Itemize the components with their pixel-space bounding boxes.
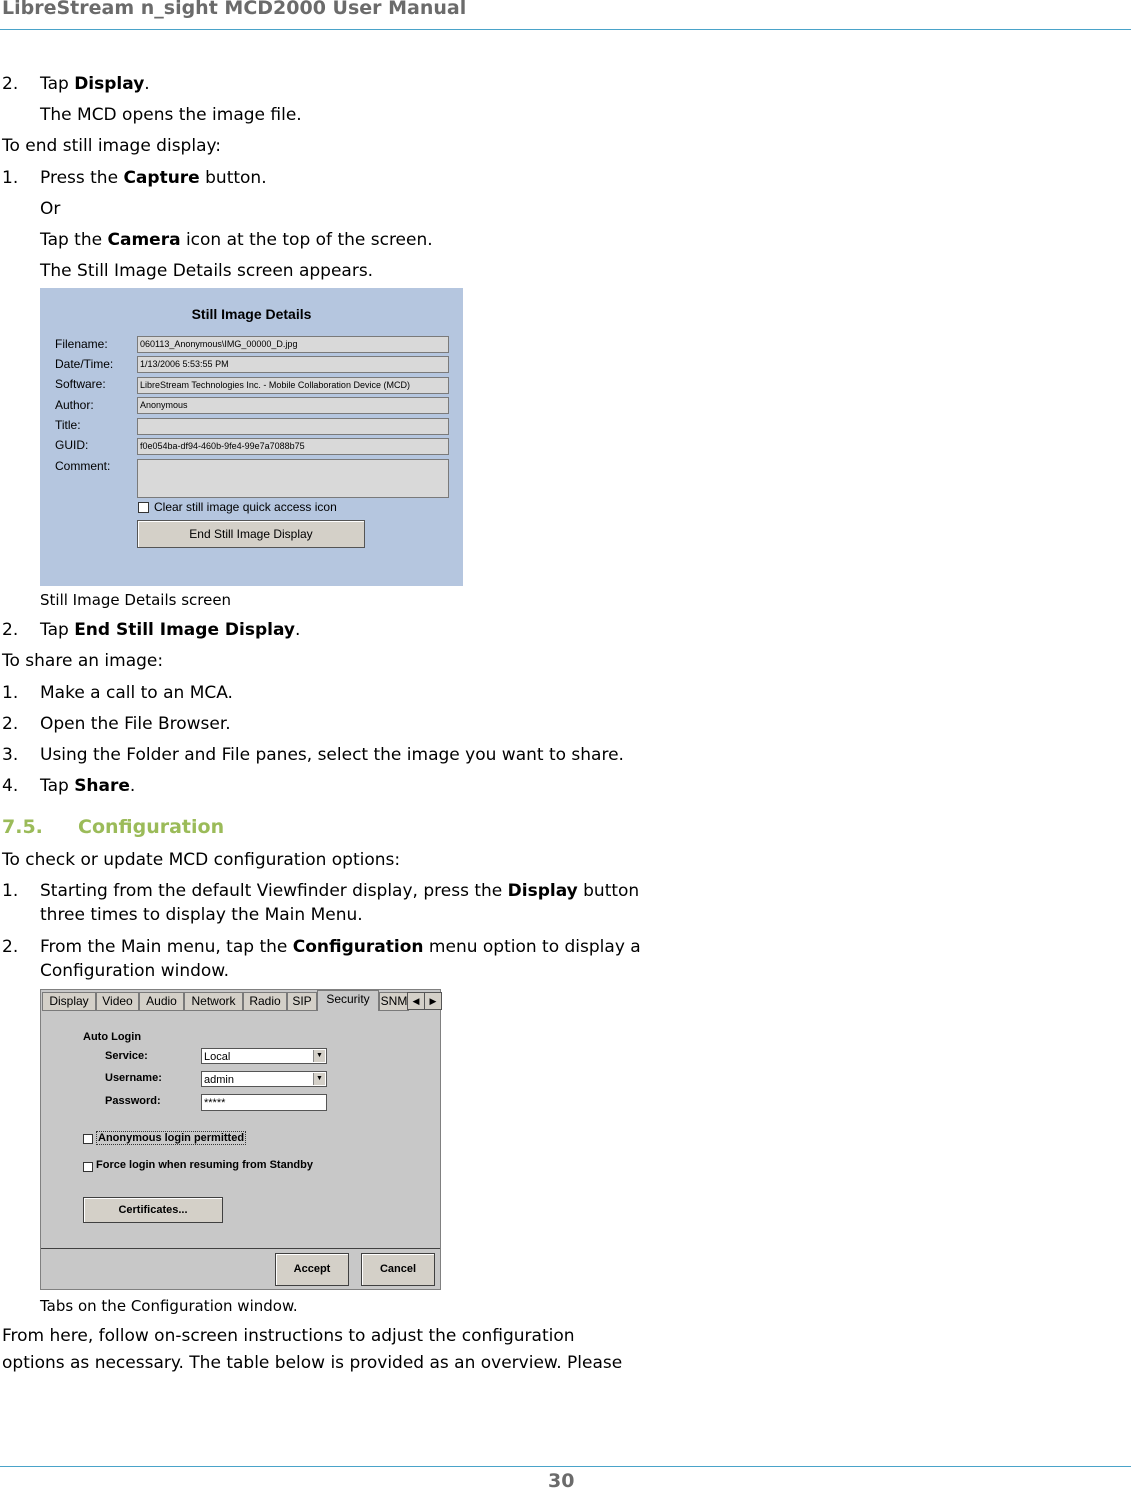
filename-field[interactable]: 060113_Anonymous\IMG_00000_D.jpg [137,336,449,353]
section-title: Configuration [78,816,225,838]
software-field[interactable]: LibreStream Technologies Inc. - Mobile Collaboration Device (MCD) [137,377,449,394]
title-field[interactable] [137,418,449,435]
step-text [40,881,639,901]
tab-video[interactable]: Video [96,992,139,1011]
bold-text: Share [74,776,130,796]
step-text: Using the Folder and File panes, select the image you want to share. [40,745,624,765]
username-select[interactable] [201,1071,327,1087]
software-label: Software: [55,377,106,391]
author-field[interactable]: Anonymous [137,397,449,414]
tab-snm[interactable]: SNM [379,992,409,1011]
tab-audio[interactable]: Audio [139,992,184,1011]
cancel-button[interactable]: Cancel [361,1253,435,1286]
chevron-down-icon[interactable]: ▼ [313,1073,325,1085]
text: Tap [40,620,75,640]
manual-title: LibreStream n_sight MCD2000 User Manual [2,0,467,19]
page-number: 30 [548,1470,575,1492]
tab-sip[interactable]: SIP [287,992,317,1011]
still-image-details-screenshot [40,288,463,586]
step-number: 2. [2,620,19,640]
clear-icon-checkbox[interactable] [138,502,149,513]
anonymous-login-checkbox[interactable] [83,1134,93,1144]
tab-security[interactable]: Security [317,990,379,1011]
accept-button[interactable]: Accept [275,1253,349,1286]
step-text: Make a call to an MCA. [40,683,233,703]
text: menu option to display a [423,937,641,957]
end-intro: To end still image display: [2,136,222,156]
text: From the Main menu, tap the [40,937,293,957]
section-heading [2,816,224,838]
text: . [129,776,136,796]
text: button [577,881,640,901]
username-label: Username: [105,1072,162,1084]
step-text [40,74,150,94]
guid-field[interactable]: f0e054ba-df94-460b-9fe4-99e7a7088b75 [137,438,449,455]
service-select[interactable] [201,1048,327,1064]
step-number: 3. [2,745,19,765]
text: Tap the [40,230,108,250]
step-number: 1. [2,881,19,901]
step-text [40,168,267,188]
config-intro: To check or update MCD configuration options: [2,850,401,870]
share-intro: To share an image: [2,651,164,671]
or-text: Or [40,199,61,219]
configuration-window-screenshot [40,989,441,1290]
auto-login-label: Auto Login [83,1031,142,1043]
bold-text: Display [507,881,578,901]
step-number: 4. [2,776,19,796]
chevron-down-icon[interactable]: ▼ [313,1050,325,1062]
anonymous-login-label: Anonymous login permitted [98,1132,245,1144]
closing-text: From here, follow on-screen instructions to adjust the configuration [2,1326,575,1346]
step-result: The Still Image Details screen appears. [40,261,374,281]
datetime-label: Date/Time: [55,357,114,371]
bold-text: Display [74,74,145,94]
text: . [294,620,301,640]
service-label: Service: [105,1050,148,1062]
security-panel [41,1010,440,1249]
step-text [40,230,433,250]
clear-icon-checkbox-label: Clear still image quick access icon [154,500,337,514]
tab-scroll-left-icon[interactable]: ◀ [407,992,425,1010]
datetime-field[interactable]: 1/13/2006 5:53:55 PM [137,356,449,373]
step-number: 2. [2,714,19,734]
step-text: Configuration window. [40,961,230,981]
comment-label: Comment: [55,459,111,473]
certificates-button[interactable]: Certificates... [83,1197,223,1223]
section-number: 7.5. [2,816,43,838]
closing-text: options as necessary. The table below is provided as an overview. Please [2,1353,623,1373]
step-text: three times to display the Main Menu. [40,905,363,925]
text: . [144,74,150,94]
footer-divider [0,1466,1131,1467]
figure-caption: Tabs on the Configuration window. [40,1297,298,1315]
step-text [40,776,135,796]
step-number: 2. [2,74,19,94]
tab-strip [41,990,440,1010]
title-label: Title: [55,418,81,432]
step-text [40,620,300,640]
service-value: Local [204,1051,231,1063]
tab-radio[interactable]: Radio [243,992,287,1011]
step-number: 1. [2,683,19,703]
bold-text: Configuration [292,937,424,957]
force-login-checkbox[interactable] [83,1162,93,1172]
page-header [0,0,1131,30]
bold-text: End Still Image Display [74,620,295,640]
guid-label: GUID: [55,438,89,452]
comment-field[interactable] [137,459,449,498]
tab-network[interactable]: Network [184,992,243,1011]
step-number: 2. [2,937,19,957]
bold-text: Capture [123,168,200,188]
step-text [40,937,641,957]
text: icon at the top of the screen. [180,230,433,250]
bold-text: Camera [107,230,181,250]
username-value: admin [204,1074,234,1086]
text: Press the [40,168,124,188]
dialog-title: Still Image Details [191,306,312,322]
text: Tap [40,776,75,796]
figure-caption: Still Image Details screen [40,591,232,609]
step-result: The MCD opens the image file. [40,105,302,125]
tab-scroll-right-icon[interactable]: ▶ [424,992,442,1010]
text: Starting from the default Viewfinder display, press the [40,881,508,901]
force-login-label: Force login when resuming from Standby [96,1159,313,1171]
password-label: Password: [105,1095,161,1107]
end-still-image-display-button[interactable]: End Still Image Display [137,520,365,548]
author-label: Author: [55,398,94,412]
text: button. [199,168,267,188]
filename-label: Filename: [55,337,108,351]
tab-display[interactable]: Display [42,992,96,1011]
password-input[interactable]: ***** [201,1094,327,1111]
step-number: 1. [2,168,19,188]
step-text: Open the File Browser. [40,714,231,734]
text: Tap [40,74,75,94]
